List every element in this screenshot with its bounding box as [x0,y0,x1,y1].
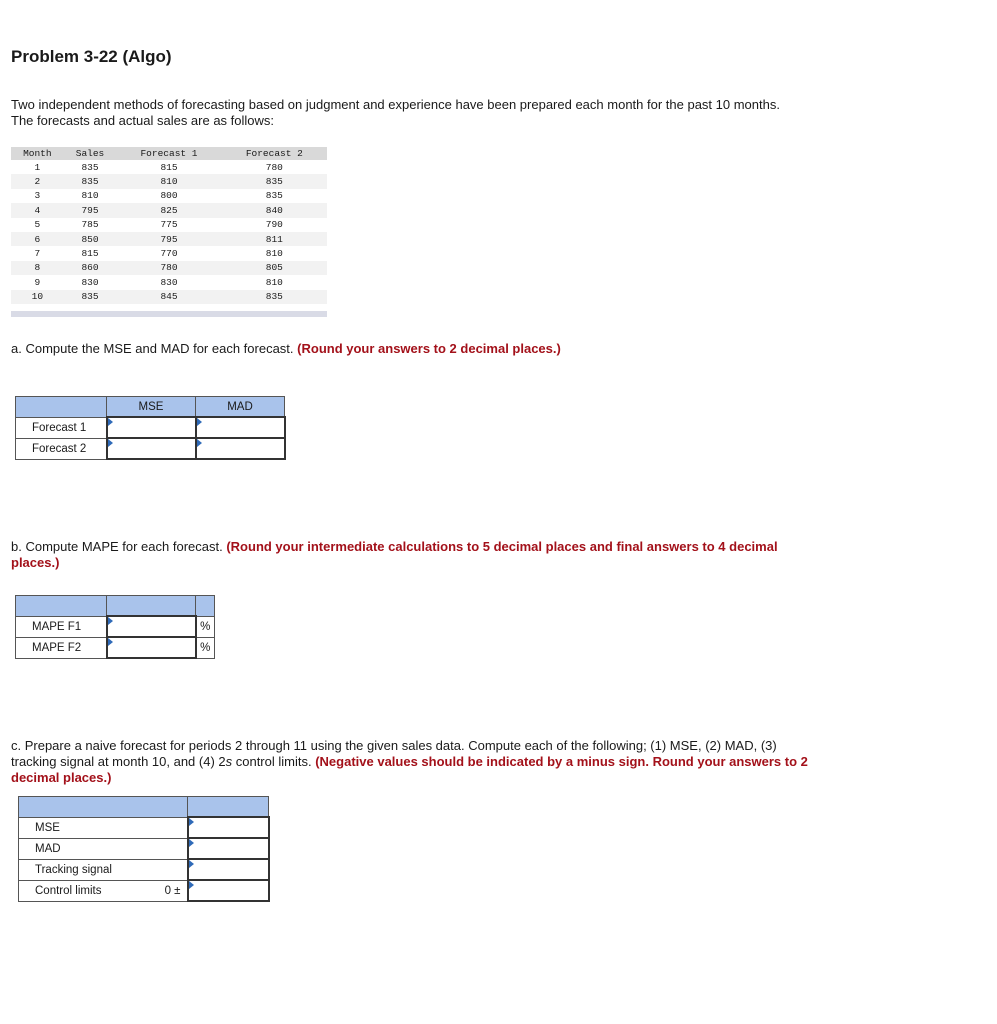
intro-text [11,97,911,129]
page-title: Problem 3-22 (Algo) [11,47,172,66]
part-c-prompt-2b: control limits. [232,754,312,769]
forecast-2-mse-input[interactable] [108,439,195,458]
month-cell: 4 [11,203,64,217]
mse-column-header: MSE [107,397,196,418]
tracking-signal-input[interactable] [189,860,268,879]
month-cell: 10 [11,290,64,304]
blank-header-cell [16,596,107,617]
sales-forecast-table [11,147,327,304]
forecast-2-label: Forecast 2 [16,438,107,459]
forecast-1-mad-cell [196,417,285,438]
part-c-prompt-line-2 [11,754,911,770]
table-footer-bar [11,311,327,317]
forecast-1-cell: 815 [160,161,178,173]
intro-line-2: The forecasts and actual sales are as follows: [11,113,275,128]
forecast-1-mse-input[interactable] [108,418,195,437]
sales-cell: 850 [64,232,117,246]
table-row [11,174,327,188]
part-a-question [11,341,561,357]
table-row [11,275,327,289]
forecast-2-cell: 790 [265,219,283,231]
month-cell: 5 [34,219,41,231]
forecast-1-mad-input[interactable] [197,418,284,437]
tracking-signal-label: Tracking signal [19,859,188,880]
blank-header-cell [107,596,196,617]
part-b-answer-table [15,595,215,659]
naive-mse-input[interactable] [189,818,268,837]
blank-header-cell [19,797,188,818]
month-cell: 2 [11,174,64,188]
mape-f2-label: MAPE F2 [16,637,107,658]
blank-header-cell [16,397,107,418]
month-cell: 8 [11,261,64,275]
table-row [11,290,327,304]
forecast-2-cell: 811 [222,232,327,246]
table-header-row [11,147,327,160]
forecast-1-mse-cell [107,417,196,438]
table-row [11,261,327,275]
month-cell: 7 [34,248,41,260]
table-row [11,246,327,260]
forecast-2-cell: 835 [222,174,327,188]
part-b-prompt: b. Compute MAPE for each forecast. [11,539,223,554]
control-limits-cell [188,880,269,901]
naive-mad-cell [188,838,269,859]
blank-header-cell [196,596,215,617]
sales-cell: 835 [81,161,99,173]
sales-cell: 835 [64,290,117,304]
sales-cell: 860 [64,261,117,275]
tracking-signal-cell [188,859,269,880]
forecast-2-cell: 810 [265,248,283,260]
part-a-prompt: a. Compute the MSE and MAD for each forecast. [11,341,294,356]
mape-f2-unit: % [196,637,215,658]
naive-mad-input[interactable] [189,839,268,858]
forecast-1-cell: 830 [160,276,178,288]
table-row [11,160,327,174]
header-sales: Sales [64,147,117,160]
table-row [11,232,327,246]
part-c-answer-table [18,796,270,902]
forecast-2-mse-cell [107,438,196,459]
forecast-2-mad-cell [196,438,285,459]
header-forecast-1: Forecast 1 [116,147,221,160]
part-c-s-symbol: s [225,754,233,769]
forecast-2-cell: 810 [265,276,283,288]
part-a-instruction: (Round your answers to 2 decimal places.) [297,341,561,356]
forecast-1-cell: 795 [116,232,221,246]
intro-line-1: Two independent methods of forecasting based on judgment and experience have been prepared each month for the past 10 months. [11,97,780,112]
control-limits-input[interactable] [189,881,268,900]
blank-header-cell [188,797,269,818]
sales-cell: 835 [64,174,117,188]
part-c-prompt-line-1: c. Prepare a naive forecast for periods 2 through 11 using the given sales data. Compute each of the following; (1) MSE, (2) MAD, (3) [11,738,777,753]
mape-f1-input[interactable] [108,617,195,636]
forecast-1-cell: 775 [160,219,178,231]
header-month: Month [11,147,64,160]
table-row [11,203,327,217]
naive-mse-cell [188,817,269,838]
month-cell: 6 [11,232,64,246]
control-limits-label: Control limits [35,884,102,897]
sales-cell: 830 [81,276,99,288]
part-b-instruction: (Round your intermediate calculations to 5 decimal places and final answers to 4 decimal [226,539,778,554]
forecast-2-cell: 840 [222,203,327,217]
mape-f2-cell [107,637,196,658]
mape-f1-cell [107,616,196,637]
mape-f1-label: MAPE F1 [16,616,107,637]
forecast-1-cell: 825 [116,203,221,217]
part-c-instruction: (Negative values should be indicated by a minus sign. Round your answers to 2 [315,754,808,769]
forecast-2-cell: 780 [265,161,283,173]
sales-cell: 785 [81,219,99,231]
sales-cell: 815 [81,248,99,260]
mape-f2-input[interactable] [108,638,195,657]
forecast-2-mad-input[interactable] [197,439,284,458]
sales-cell: 795 [64,203,117,217]
mape-f1-unit: % [196,616,215,637]
header-forecast-2: Forecast 2 [222,147,327,160]
forecast-1-cell: 810 [116,174,221,188]
control-limits-label-cell [19,880,188,901]
control-limits-prefix: 0 ± [164,884,181,897]
table-row [11,189,327,203]
forecast-1-cell: 770 [160,248,178,260]
month-cell: 3 [34,190,41,202]
mad-column-header: MAD [196,397,285,418]
sales-cell: 810 [81,190,99,202]
forecast-2-cell: 835 [265,190,283,202]
month-cell: 1 [34,161,41,173]
forecast-2-cell: 835 [222,290,327,304]
part-b-question [11,539,871,571]
part-c-instruction-cont: decimal places.) [11,770,112,785]
forecast-2-cell: 805 [222,261,327,275]
forecast-1-cell: 800 [160,190,178,202]
table-row [11,218,327,232]
part-c-question [11,738,911,786]
forecast-1-cell: 780 [116,261,221,275]
month-cell: 9 [34,276,41,288]
forecast-1-cell: 845 [116,290,221,304]
naive-mse-label: MSE [19,817,188,838]
part-b-instruction-cont: places.) [11,555,60,570]
forecast-1-label: Forecast 1 [16,417,107,438]
part-a-answer-table [15,396,286,460]
naive-mad-label: MAD [19,838,188,859]
part-c-prompt-2a: tracking signal at month 10, and (4) 2 [11,754,226,769]
